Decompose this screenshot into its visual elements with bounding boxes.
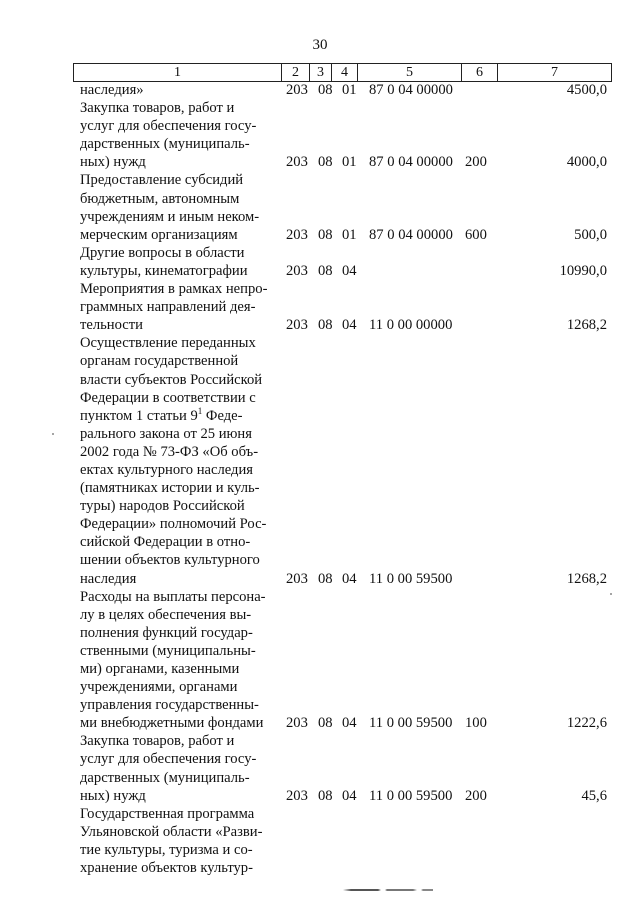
- table-row: [0, 244, 640, 280]
- description-line: ных) нужд: [80, 787, 146, 804]
- code-c2: 203: [286, 154, 308, 171]
- code-c7: 45,6: [581, 787, 607, 804]
- description-line: учреждениям и иным неком-: [80, 208, 260, 225]
- table-row: [0, 280, 640, 334]
- table-row: [0, 732, 640, 804]
- description-line: бюджетным, автономным: [80, 190, 240, 207]
- code-c4: 04: [342, 317, 357, 334]
- code-c3: 08: [318, 715, 333, 732]
- description-line: Предоставление субсидий: [80, 172, 244, 189]
- description-line: Закупка товаров, работ и: [80, 733, 235, 750]
- code-c3: 08: [318, 570, 333, 587]
- table-row: [0, 81, 640, 99]
- description-line: тельности: [80, 317, 143, 334]
- code-c4: 04: [342, 715, 357, 732]
- description-line: тие культуры, туризма и со-: [80, 841, 253, 858]
- scan-speck: [52, 433, 54, 435]
- description-line: ственными (муниципальны-: [80, 642, 256, 659]
- row-codes: [0, 153, 640, 171]
- code-c6: 100: [465, 715, 487, 732]
- description-line: ных) нужд: [80, 154, 146, 171]
- row-codes: [0, 316, 640, 334]
- code-c2: 203: [286, 82, 308, 99]
- code-c5: 11 0 00 59500: [369, 570, 453, 587]
- description-line: лу в целях обеспечения вы-: [80, 606, 252, 623]
- row-codes: [0, 81, 640, 99]
- description-line: дарственных (муниципаль-: [80, 769, 250, 786]
- code-c6: 200: [465, 787, 487, 804]
- scan-speck: [610, 593, 612, 595]
- footer-mark: [343, 889, 433, 891]
- row-codes: [0, 714, 640, 732]
- description-line: ми) органами, казенными: [80, 661, 240, 677]
- page-number: 30: [312, 37, 328, 53]
- code-c2: 203: [286, 263, 308, 280]
- code-c7: 10990,0: [559, 263, 607, 280]
- description-line: Федерации» полномочий Рос-: [80, 516, 267, 533]
- header-col-3: 3: [310, 64, 332, 82]
- description-line: пунктом 1 статьи $9^1$ Феде-: [80, 405, 243, 424]
- description-line: мерческим организациям: [80, 226, 238, 243]
- code-c4: 01: [342, 154, 357, 171]
- description-line: ми внебюджетными фондами: [80, 715, 264, 732]
- row-codes: [0, 262, 640, 280]
- header-col-1: 1: [74, 64, 282, 82]
- description-line: управления государственны-: [80, 697, 259, 714]
- description-line: Мероприятия в рамках непро-: [80, 281, 268, 298]
- row-description: [80, 588, 277, 733]
- row-codes: [0, 787, 640, 805]
- code-c2: 203: [286, 570, 308, 587]
- description-line: Осуществление переданных: [80, 335, 256, 352]
- header-col-6: 6: [462, 64, 498, 82]
- description-line: органам государственной: [80, 353, 239, 370]
- code-c7: 500,0: [574, 226, 607, 243]
- code-c7: 1268,2: [566, 317, 607, 334]
- table-row: [0, 171, 640, 243]
- row-description: [80, 805, 277, 877]
- table-row: [0, 588, 640, 733]
- code-c4: 04: [342, 570, 357, 587]
- header-col-5: 5: [358, 64, 462, 82]
- code-c4: 04: [342, 263, 357, 280]
- description-line: граммных направлений дея-: [80, 299, 256, 316]
- description-line: сийской Федерации в отно-: [80, 534, 251, 551]
- code-c7: 4000,0: [566, 154, 607, 171]
- description-line: Расходы на выплаты персона-: [80, 588, 266, 605]
- code-c7: 1268,2: [566, 570, 607, 587]
- description-line: учреждениями, органами: [80, 679, 238, 696]
- description-line: (памятниках истории и куль-: [80, 480, 260, 497]
- code-c6: 200: [465, 154, 487, 171]
- code-c5: 11 0 00 59500: [369, 715, 453, 732]
- code-c5: 11 0 00 00000: [369, 317, 453, 334]
- code-c3: 08: [318, 154, 333, 171]
- description-line: туры) народов Российской: [80, 498, 245, 515]
- table-row: [0, 99, 640, 171]
- table-header: [73, 63, 612, 82]
- description-line: дарственных (муниципаль-: [80, 136, 250, 153]
- description-line: власти субъектов Российской: [80, 371, 263, 388]
- description-line: услуг для обеспечения госу-: [80, 751, 257, 768]
- description-line: культуры, кинематографии: [80, 262, 248, 279]
- description-line: Другие вопросы в области: [80, 244, 245, 261]
- code-c2: 203: [286, 715, 308, 732]
- code-c4: 04: [342, 787, 357, 804]
- row-codes: [0, 226, 640, 244]
- table-row: [0, 334, 640, 587]
- row-description: [80, 334, 277, 587]
- code-c5: 11 0 00 59500: [369, 787, 453, 804]
- table-row: [0, 805, 640, 877]
- description-line: услуг для обеспечения госу-: [80, 118, 257, 135]
- description-line: полнения функций государ-: [80, 624, 253, 641]
- description-line: Закупка товаров, работ и: [80, 100, 235, 117]
- header-col-2: 2: [282, 64, 310, 82]
- code-c2: 203: [286, 317, 308, 334]
- description-line: 2002 года № 73-ФЗ «Об объ-: [80, 443, 259, 460]
- row-codes: [0, 570, 640, 588]
- code-c5: 87 0 04 00000: [369, 154, 453, 171]
- description-line: Государственная программа: [80, 805, 255, 822]
- code-c4: 01: [342, 82, 357, 99]
- description-line: рального закона от 25 июня: [80, 425, 252, 442]
- code-c5: 87 0 04 00000: [369, 82, 453, 99]
- description-line: хранение объектов культур-: [80, 860, 253, 877]
- code-c6: 600: [465, 226, 487, 243]
- description-line: Ульяновской области «Разви-: [80, 823, 263, 840]
- code-c3: 08: [318, 226, 333, 243]
- code-c3: 08: [318, 787, 333, 804]
- code-c2: 203: [286, 787, 308, 804]
- code-c4: 01: [342, 226, 357, 243]
- description-line: наследия: [80, 570, 137, 587]
- header-col-7: 7: [498, 64, 612, 82]
- header-col-4: 4: [332, 64, 358, 82]
- code-c2: 203: [286, 226, 308, 243]
- code-c5: 87 0 04 00000: [369, 226, 453, 243]
- code-c3: 08: [318, 317, 333, 334]
- budget-rows: [0, 81, 640, 877]
- description-line: наследия»: [80, 82, 144, 98]
- description-line: ектах культурного наследия: [80, 461, 254, 478]
- description-line: Федерации в соответствии с: [80, 389, 256, 406]
- description-line: шении объектов культурного: [80, 552, 260, 569]
- code-c3: 08: [318, 82, 333, 99]
- code-c7: 4500,0: [566, 82, 607, 99]
- code-c7: 1222,6: [566, 715, 607, 732]
- code-c3: 08: [318, 263, 333, 280]
